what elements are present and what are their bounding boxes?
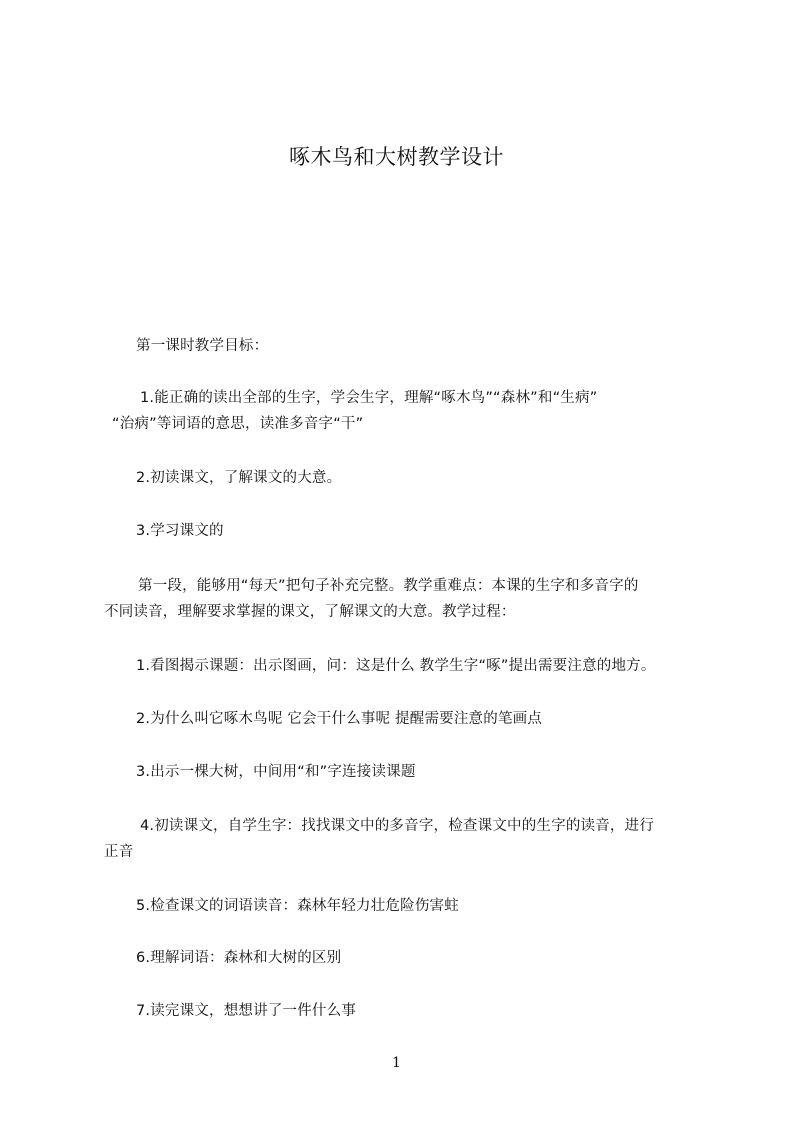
- paragraph-line: 1.看图揭示课题：出示图画，问：这是什么 教学生字“啄”提出需要注意的地方。: [136, 658, 656, 674]
- paragraph-step-2: [104, 706, 756, 732]
- paragraph-goal-3: [104, 518, 756, 544]
- paragraph-line: 4.初读课文，自学生字：找找课文中的多音字，检查课文中的生字的读音，进行: [140, 818, 655, 834]
- paragraph-line: 正音: [104, 844, 134, 860]
- paragraph-step-7: [104, 998, 756, 1024]
- paragraph-step-6: [104, 945, 756, 971]
- paragraph-line: 1.能正确的读出全部的生字，学会生字，理解“啄木鸟”“森林”和“生病”: [140, 390, 598, 406]
- paragraph-line: 2.为什么叫它啄木鸟呢 它会干什么事呢 提醒需要注意的笔画点: [136, 711, 543, 727]
- paragraph-step-4: [104, 813, 724, 865]
- paragraph-line: 3.出示一棵大树，中间用“和”字连接读课题: [136, 764, 416, 780]
- paragraph-step-5: [104, 893, 756, 919]
- paragraph-goal-1: [104, 385, 724, 437]
- paragraph-line: 7.读完课文，想想讲了一件什么事: [136, 1003, 357, 1019]
- paragraph-line: 不同读音，理解要求掌握的课文，了解课文的大意。教学过程：: [104, 604, 516, 620]
- paragraph-line: 第一段，能够用“每天”把句子补充完整。教学重难点：本课的生字和多音字的: [138, 578, 639, 594]
- paragraph-line: 6.理解词语：森林和大树的区别: [136, 950, 342, 966]
- document-title: 啄木鸟和大树教学设计: [289, 145, 504, 169]
- paragraph-line: 3.学习课文的: [136, 523, 224, 539]
- paragraph-goal-2: [104, 465, 756, 491]
- paragraph-line: 2.初读课文，了解课文的大意。: [136, 470, 342, 486]
- paragraph-step-1: [104, 653, 756, 679]
- paragraph-line: “治病”等词语的意思，读准多音字“干”: [112, 416, 364, 432]
- page-number: 1: [392, 1055, 401, 1071]
- paragraph-step-3: [104, 759, 756, 785]
- paragraph-line: 5.检查课文的词语读音：森林年轻力壮危险伤害蛀: [136, 898, 459, 914]
- paragraph-line: 第一课时教学目标：: [136, 338, 269, 354]
- paragraph-lesson-goals-heading: [104, 333, 756, 359]
- paragraph-first-section: [104, 573, 724, 625]
